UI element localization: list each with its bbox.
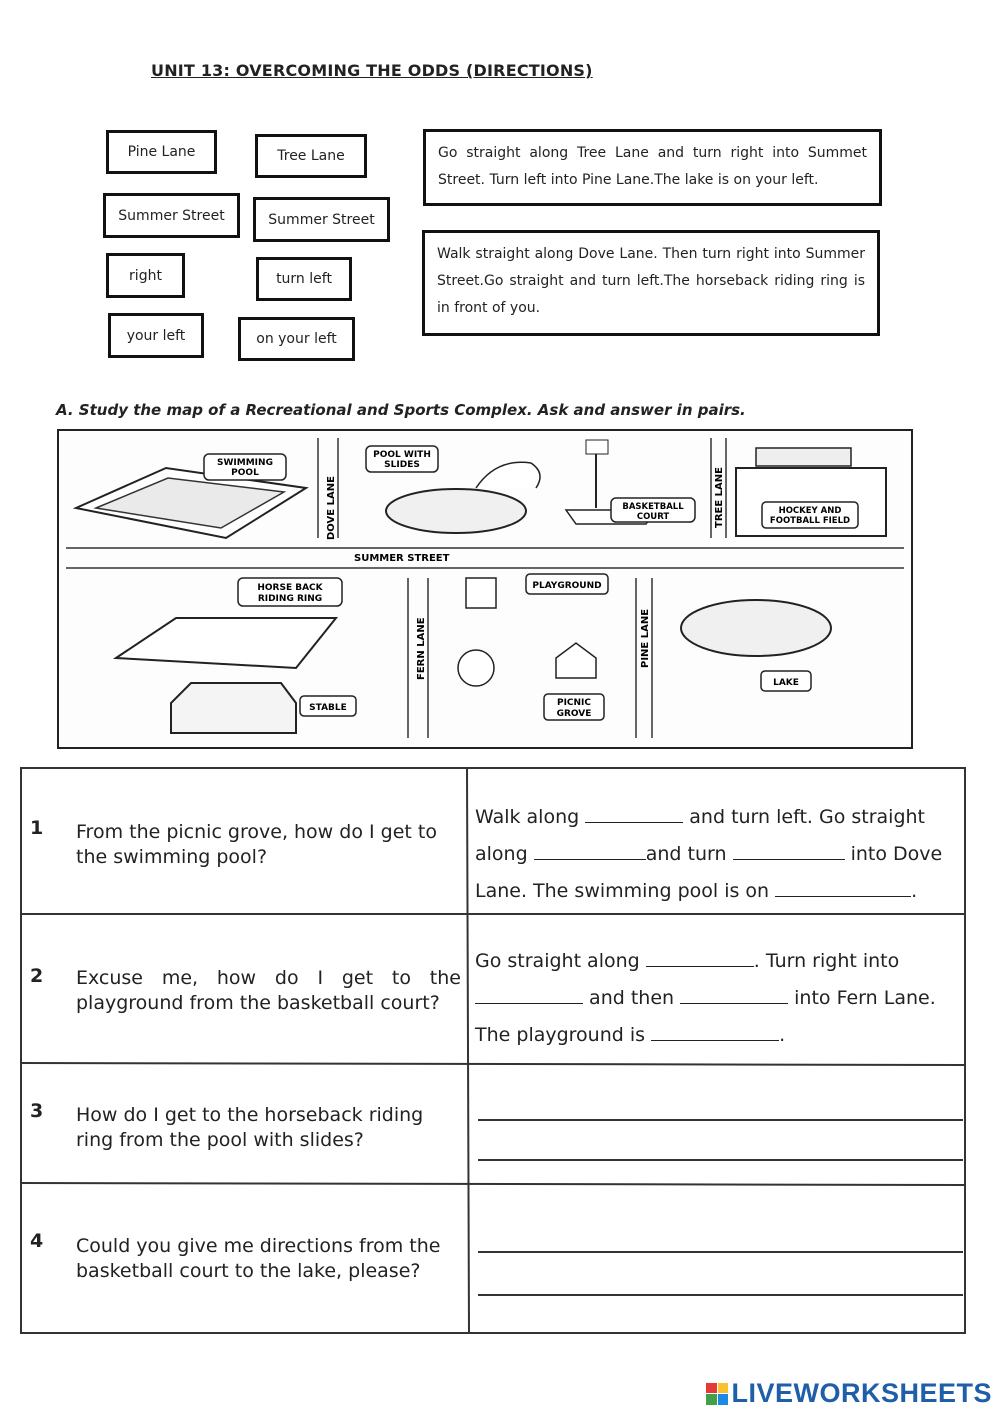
label-picnic-2: GROVE (556, 709, 592, 719)
q1-answer: Walk along and turn left. Go straight along and turn into Dove Lane. The swimming pool is on . (475, 806, 943, 902)
q3-number: 3 (30, 1100, 44, 1122)
q1-number: 1 (30, 817, 44, 839)
section-a-instruction: A. Study the map of a Recreational and Sports Complex. Ask and answer in pairs. (56, 401, 746, 419)
q3-answer-line-1[interactable] (478, 1119, 963, 1121)
label-lake: LAKE (773, 678, 799, 688)
label-pool-slides-1: POOL WITH (373, 450, 431, 460)
label-pool-slides-2: SLIDES (384, 460, 420, 470)
q1-blank-1[interactable] (585, 804, 683, 823)
word-tile-summer-street[interactable]: Summer Street (103, 193, 240, 238)
label-basketball-1: BASKETBALL (622, 502, 684, 512)
label-playground: PLAYGROUND (532, 581, 602, 591)
stable-drawing (171, 683, 296, 733)
label-horse-ring-2: RIDING RING (257, 594, 323, 604)
slides-pool-drawing (386, 489, 526, 533)
q4-answer-line-2[interactable] (478, 1294, 963, 1296)
logo-squares-icon (706, 1383, 728, 1405)
word-tile-turn-left[interactable]: turn left (256, 257, 352, 301)
q2-blank-4[interactable] (651, 1022, 779, 1041)
q1-blank-4[interactable] (775, 878, 911, 897)
word-tile-on-your-left[interactable]: on your left (238, 317, 355, 361)
label-horse-ring-1: HORSE BACK (257, 583, 323, 593)
page-title: UNIT 13: OVERCOMING THE ODDS (DIRECTIONS) (151, 61, 593, 80)
playground-drawing (466, 578, 496, 608)
word-tile-pine-lane[interactable]: Pine Lane (106, 130, 217, 174)
word-tile-tree-lane[interactable]: Tree Lane (255, 134, 367, 178)
q3-answer-line-2[interactable] (478, 1159, 963, 1161)
label-pine-lane: PINE LANE (640, 608, 651, 668)
label-picnic-1: PICNIC (556, 698, 592, 708)
q3-question: How do I get to the horseback riding ring from the pool with slides? (76, 1104, 424, 1151)
label-fern-lane: FERN LANE (416, 617, 427, 680)
q1-blank-3[interactable] (733, 841, 845, 860)
label-tree-lane: TREE LANE (714, 467, 725, 528)
questions-table (20, 767, 966, 1334)
q2-question: Excuse me, how do I get to the playground from the basketball court? (76, 967, 461, 1014)
q2-blank-1[interactable] (646, 948, 754, 967)
q2-blank-2[interactable] (475, 985, 583, 1004)
complex-map (56, 428, 914, 750)
q4-answer-line-1[interactable] (478, 1251, 963, 1253)
label-stable: STABLE (309, 703, 347, 713)
label-swimming-pool-1: SWIMMING (217, 458, 273, 468)
label-hockey-1: HOCKEY AND (778, 506, 842, 516)
q4-number: 4 (30, 1230, 44, 1252)
word-tile-your-left[interactable]: your left (108, 313, 204, 358)
q1-question: From the picnic grove, how do I get to the swimming pool? (76, 821, 437, 868)
label-swimming-pool-2: POOL (231, 468, 259, 478)
word-tile-summer-street-2[interactable]: Summer Street (253, 197, 390, 242)
label-hockey-2: FOOTBALL FIELD (769, 516, 851, 526)
word-tile-right[interactable]: right (106, 253, 185, 298)
label-dove-lane: DOVE LANE (326, 476, 337, 540)
lake-drawing (681, 600, 831, 656)
liveworksheets-logo: LIVEWORKSHEETS (706, 1378, 992, 1409)
q4-question: Could you give me directions from the basketball court to the lake, please? (76, 1235, 441, 1282)
q2-answer: Go straight along . Turn right into and then into Fern Lane. The playground is . (475, 950, 936, 1046)
answer-box-2: Walk straight along Dove Lane. Then turn right into Summer Street.Go straight and turn left.The horseback riding ring is in front of you. (422, 230, 880, 336)
label-summer-street: SUMMER STREET (354, 553, 450, 564)
label-basketball-2: COURT (636, 512, 670, 522)
q2-number: 2 (30, 965, 44, 987)
answer-box-1: Go straight along Tree Lane and turn right into Summet Street. Turn left into Pine Lane.The lake is on your left. (423, 129, 882, 206)
q2-blank-3[interactable] (680, 985, 788, 1004)
q1-blank-2[interactable] (534, 841, 646, 860)
